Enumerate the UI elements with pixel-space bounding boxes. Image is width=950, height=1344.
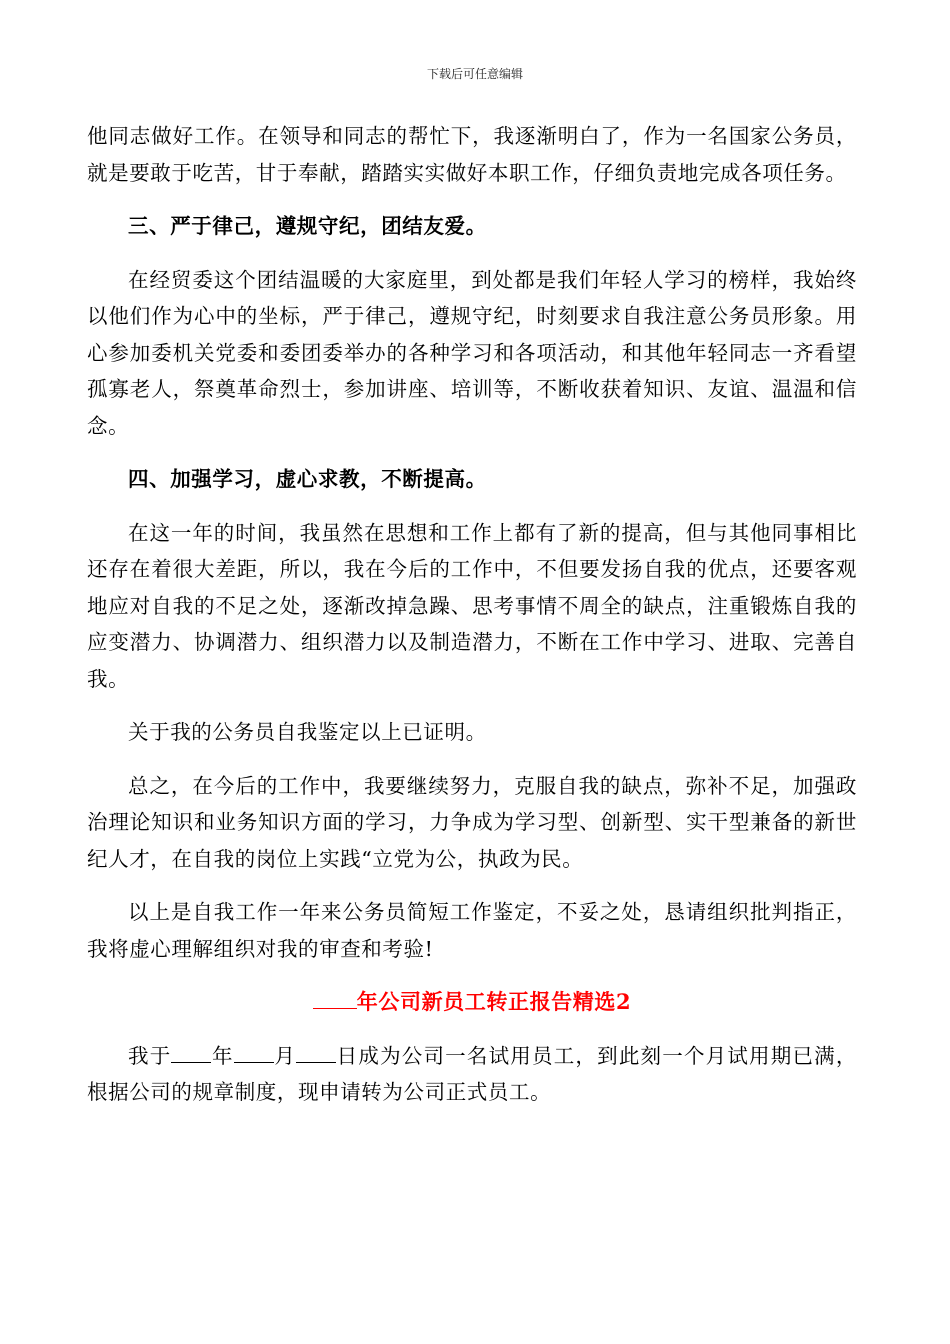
- document-body: [87, 118, 857, 1128]
- paragraph: 总之，在今后的工作中，我要继续努力，克服自我的缺点，弥补不足，加强政治理论知识和业务知识方面的学习，力争成为学习型、创新型、实干型兼备的新世纪人才，在自我的岗位上实践“立党为公，执政为民。: [87, 773, 857, 871]
- text-run: 日成为公司一名试用员工，到此刻一个月试用期已满，根据公司的规章制度，现申请转为公司正式员工。: [87, 1043, 857, 1104]
- report-title: [87, 984, 857, 1021]
- paragraph: 在经贸委这个团结温暖的大家庭里，到处都是我们年轻人学习的榜样，我始终以他们作为心中的坐标，严于律己，遵规守纪，时刻要求自我注意公务员形象。用心参加委机关党委和委团委举办的各种学习和各项活动，和其他年轻同志一齐看望孤寡老人，祭奠革命烈士，参加讲座、培训等，不断收获着知识、友谊、温温和信念。: [87, 267, 857, 438]
- paragraph: 他同志做好工作。在领导和同志的帮忙下，我逐渐明白了，作为一名国家公务员，就是要敢于吃苦，甘于奉献，踏踏实实做好本职工作，仔细负责地完成各项任务。: [87, 124, 857, 185]
- fill-in-blank: [171, 1042, 211, 1062]
- paragraph: [87, 1038, 857, 1111]
- report-title-text: 年公司新员工转正报告精选2: [356, 989, 632, 1014]
- text-run: 月: [273, 1043, 297, 1068]
- section-heading: 四、加强学习，虚心求教，不断提高。: [128, 467, 487, 491]
- text-run: 年: [211, 1043, 234, 1068]
- fill-in-blank: [234, 1042, 274, 1062]
- paragraph: 在这一年的时间，我虽然在思想和工作上都有了新的提高，但与其他同事相比还存在着很大差距，所以，我在今后的工作中，不但要发扬自我的优点，还要客观地应对自我的不足之处，逐渐改掉急躁、思考事情不周全的缺点，注重锻炼自我的应变潜力、协调潜力、组织潜力以及制造潜力，不断在工作中学习、进取、完善自我。: [87, 520, 857, 691]
- text-run: 我于: [128, 1043, 172, 1068]
- fill-in-blank: [313, 988, 357, 1009]
- page-header: 下载后可任意编辑: [426, 67, 523, 81]
- section-heading: 三、严于律己，遵规守纪，团结友爱。: [128, 214, 487, 238]
- paragraph: 关于我的公务员自我鉴定以上已证明。: [128, 720, 487, 744]
- paragraph: 以上是自我工作一年来公务员简短工作鉴定，不妥之处，恳请组织批判指正，我将虚心理解组织对我的审查和考验!: [87, 900, 857, 961]
- fill-in-blank: [296, 1042, 336, 1062]
